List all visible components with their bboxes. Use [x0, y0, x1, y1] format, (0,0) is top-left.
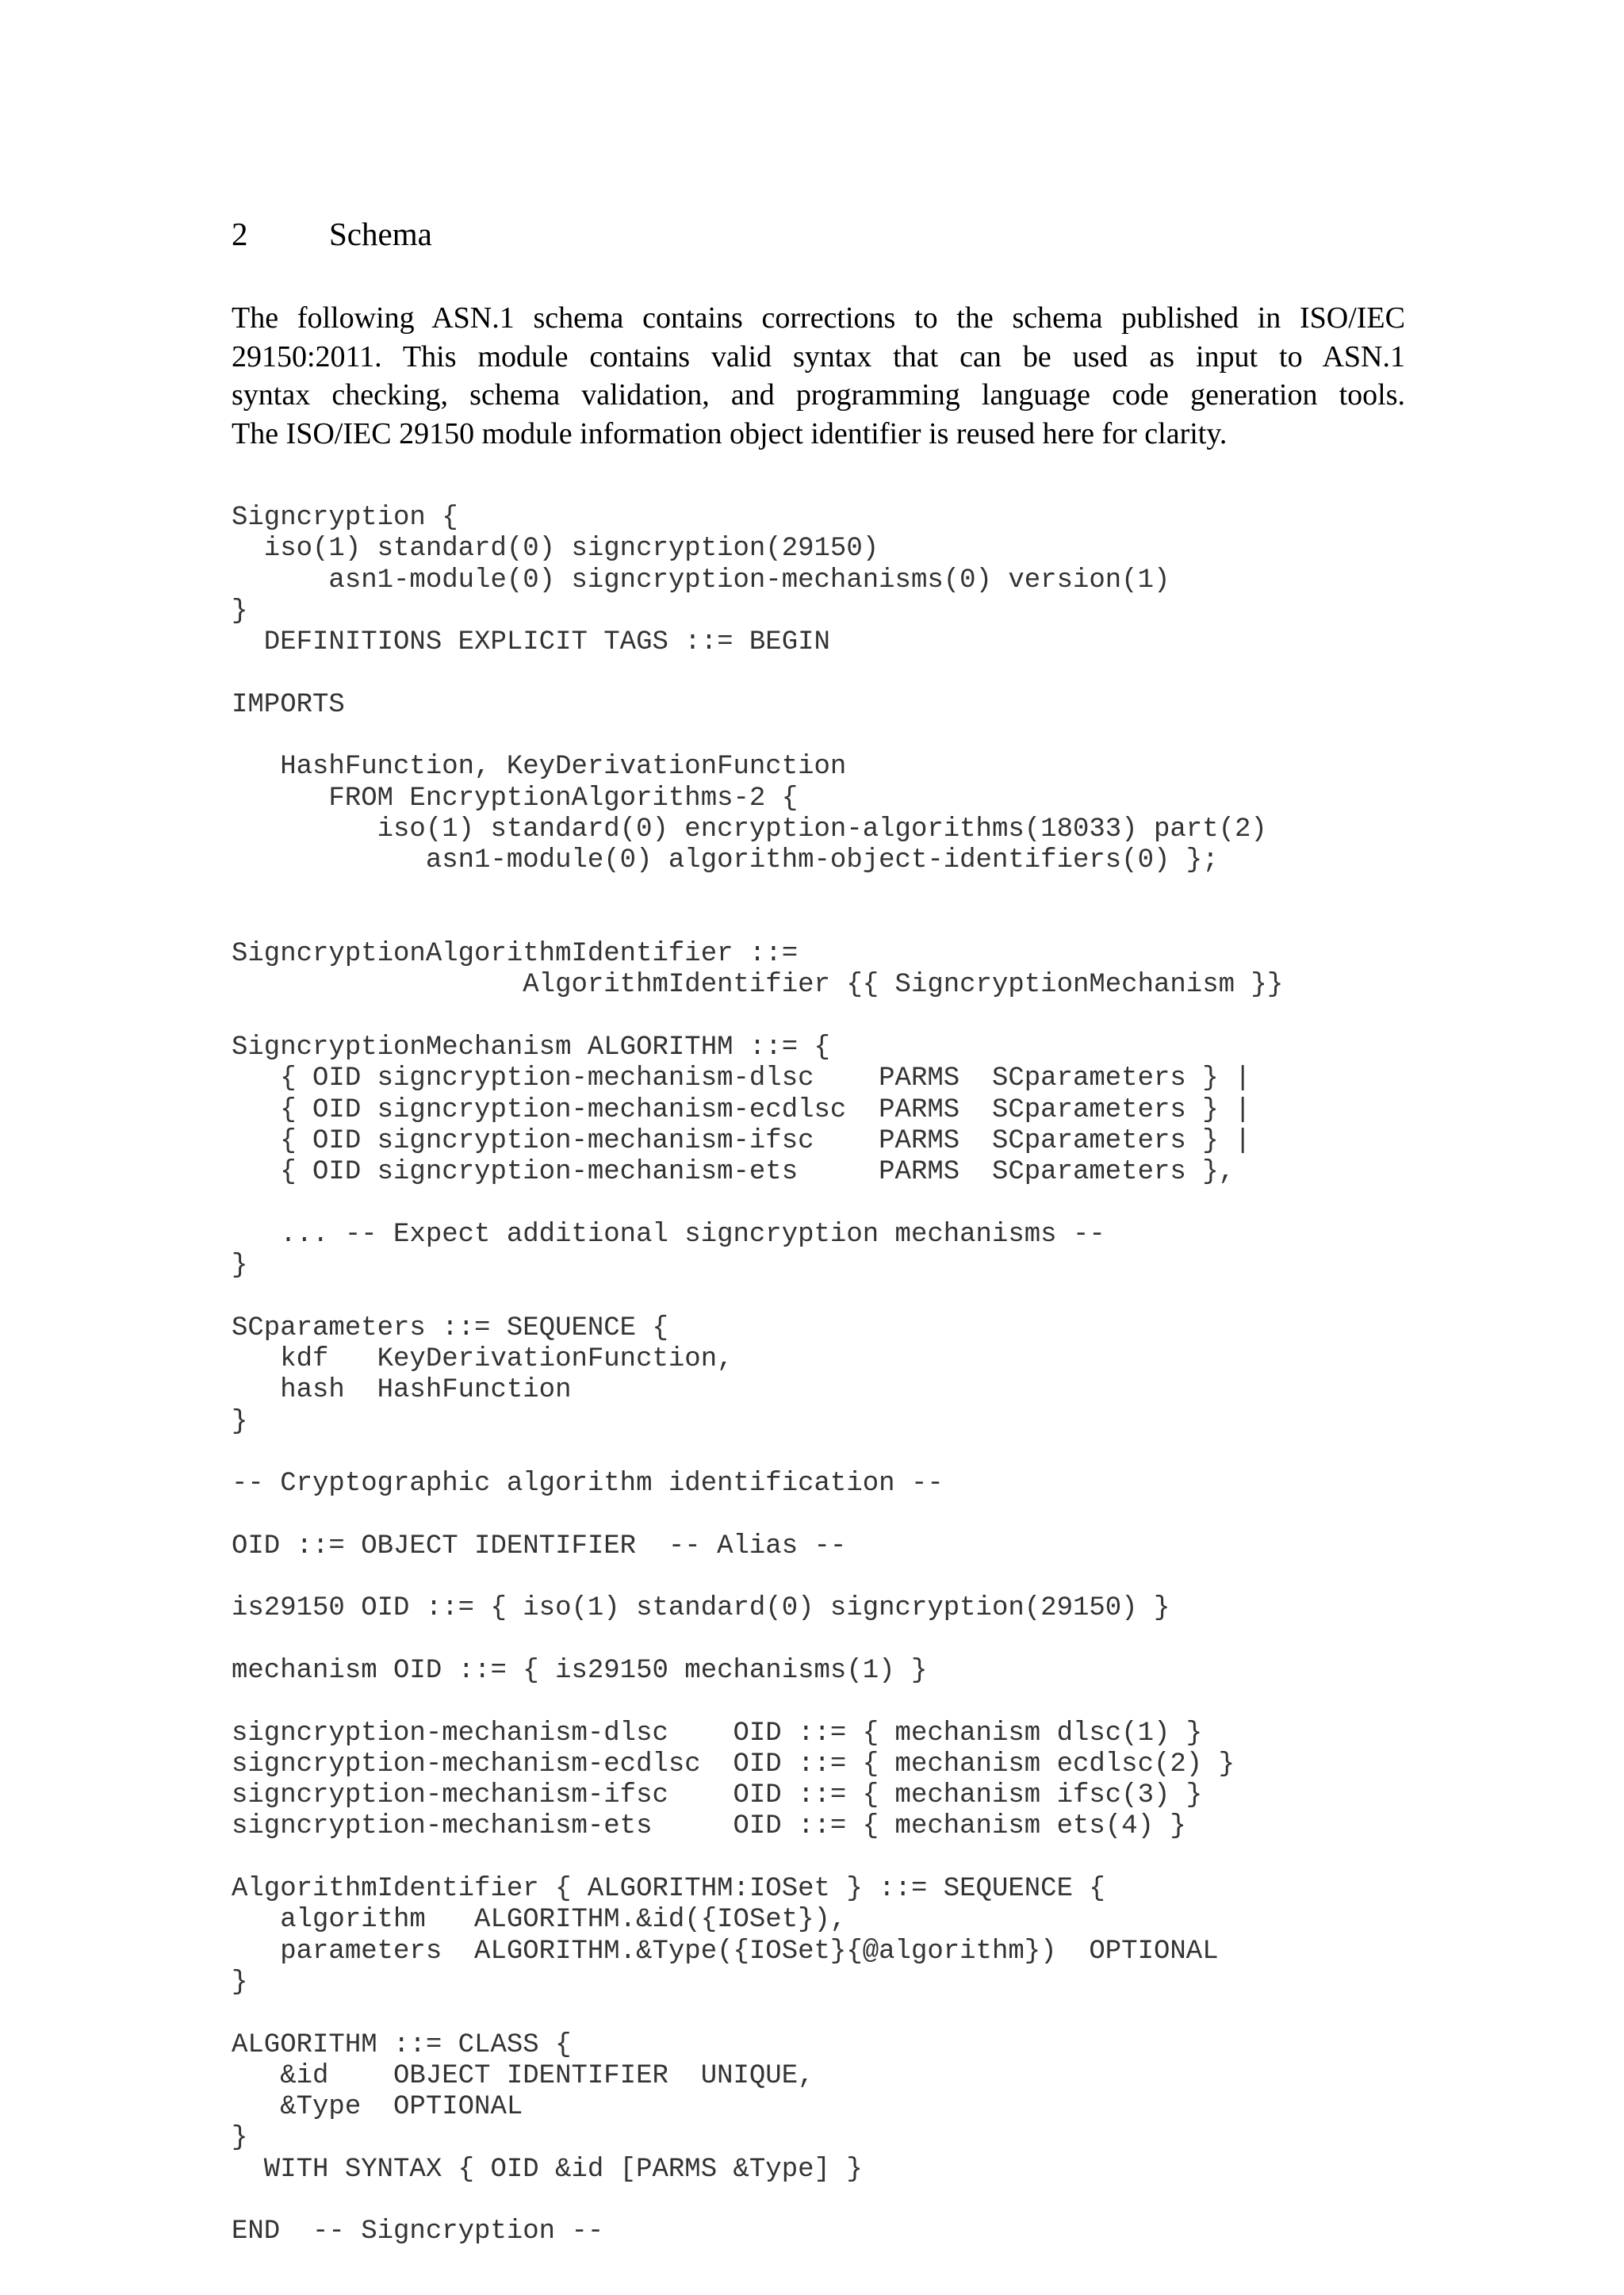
code-line: END -- Signcryption -- [232, 2216, 604, 2247]
intro-line: The following ASN.1 schema contains corrections to the schema published in ISO/IEC [232, 301, 1405, 335]
code-line [232, 1500, 1283, 1531]
code-line [232, 1843, 1283, 1874]
code-line [232, 1998, 1283, 2029]
code-line: hash HashFunction [232, 1375, 572, 1406]
code-line: SCparameters ::= SEQUENCE { [232, 1312, 668, 1343]
code-line: &id OBJECT IDENTIFIER UNIQUE, [232, 2060, 814, 2091]
code-line: { OID signcryption-mechanism-ets PARMS SCparameters }, [232, 1157, 1235, 1188]
code-line [232, 908, 1283, 939]
code-line [232, 877, 1283, 908]
code-line [232, 2186, 1283, 2216]
code-line: WITH SYNTAX { OID &id [PARMS &Type] } [232, 2154, 863, 2185]
asn1-code-block [232, 503, 1283, 2248]
code-line: AlgorithmIdentifier {{ SigncryptionMechanism }} [232, 970, 1284, 1001]
code-line: { OID signcryption-mechanism-ecdlsc PARMS SCparameters } | [232, 1094, 1251, 1125]
code-line: asn1-module(0) algorithm-object-identifiers(0) }; [232, 845, 1219, 876]
code-line: AlgorithmIdentifier { ALGORITHM:IOSet } ::= SEQUENCE { [232, 1874, 1105, 1905]
code-line: iso(1) standard(0) encryption-algorithms(18033) part(2) [232, 814, 1267, 845]
code-line: Signcryption { [232, 503, 458, 533]
code-line: IMPORTS [232, 689, 345, 720]
code-line [232, 1438, 1283, 1469]
code-line [232, 1002, 1283, 1033]
code-line: -- Cryptographic algorithm identification -- [232, 1469, 944, 1500]
code-line: algorithm ALGORITHM.&id({IOSet}), [232, 1905, 847, 1936]
code-line: } [232, 1251, 248, 1282]
code-line: SigncryptionMechanism ALGORITHM ::= { [232, 1033, 830, 1063]
code-line [232, 1282, 1283, 1312]
intro-paragraph [232, 299, 1405, 453]
intro-line: syntax checking, schema validation, and programming language code generation tools. [232, 378, 1405, 412]
intro-line: 29150:2011. This module contains valid syntax that can be used as input to ASN.1 [232, 339, 1405, 374]
code-line: ALGORITHM ::= CLASS { [232, 2029, 572, 2060]
code-line [232, 1625, 1283, 1656]
code-line: } [232, 596, 248, 626]
code-line: ... -- Expect additional signcryption mechanisms -- [232, 1219, 1105, 1250]
code-line: } [232, 1967, 248, 1998]
section-title: Schema [329, 216, 432, 252]
code-line: is29150 OID ::= { iso(1) standard(0) signcryption(29150) } [232, 1593, 1170, 1624]
code-line [232, 1189, 1283, 1220]
code-line: { OID signcryption-mechanism-ifsc PARMS SCparameters } | [232, 1125, 1251, 1156]
code-line: { OID signcryption-mechanism-dlsc PARMS SCparameters } | [232, 1063, 1251, 1094]
code-line [232, 721, 1283, 752]
code-line: signcryption-mechanism-dlsc OID ::= { mechanism dlsc(1) } [232, 1718, 1203, 1749]
code-line: signcryption-mechanism-ecdlsc OID ::= { mechanism ecdlsc(2) } [232, 1749, 1235, 1780]
code-line [232, 1687, 1283, 1718]
code-line: DEFINITIONS EXPLICIT TAGS ::= BEGIN [232, 627, 830, 658]
intro-line: The ISO/IEC 29150 module information object identifier is reused here for clarity. [232, 416, 1228, 450]
code-line: } [232, 1406, 248, 1437]
code-line: } [232, 2123, 248, 2154]
code-line: asn1-module(0) signcryption-mechanisms(0) version(1) [232, 565, 1170, 596]
code-line: iso(1) standard(0) signcryption(29150) [232, 534, 879, 565]
code-line [232, 1562, 1283, 1593]
code-line: HashFunction, KeyDerivationFunction [232, 752, 847, 783]
code-line: FROM EncryptionAlgorithms-2 { [232, 783, 799, 814]
code-line: signcryption-mechanism-ets OID ::= { mechanism ets(4) } [232, 1811, 1186, 1842]
code-line: parameters ALGORITHM.&Type({IOSet}{@algorithm}) OPTIONAL [232, 1936, 1219, 1967]
code-line [232, 658, 1283, 689]
code-line: kdf KeyDerivationFunction, [232, 1344, 733, 1375]
section-heading [232, 210, 432, 258]
code-line: SigncryptionAlgorithmIdentifier ::= [232, 939, 799, 970]
code-line: &Type OPTIONAL [232, 2092, 523, 2123]
code-line: OID ::= OBJECT IDENTIFIER -- Alias -- [232, 1531, 847, 1561]
section-number: 2 [232, 216, 248, 252]
code-line: mechanism OID ::= { is29150 mechanisms(1) } [232, 1655, 928, 1686]
code-line: signcryption-mechanism-ifsc OID ::= { mechanism ifsc(3) } [232, 1780, 1203, 1811]
